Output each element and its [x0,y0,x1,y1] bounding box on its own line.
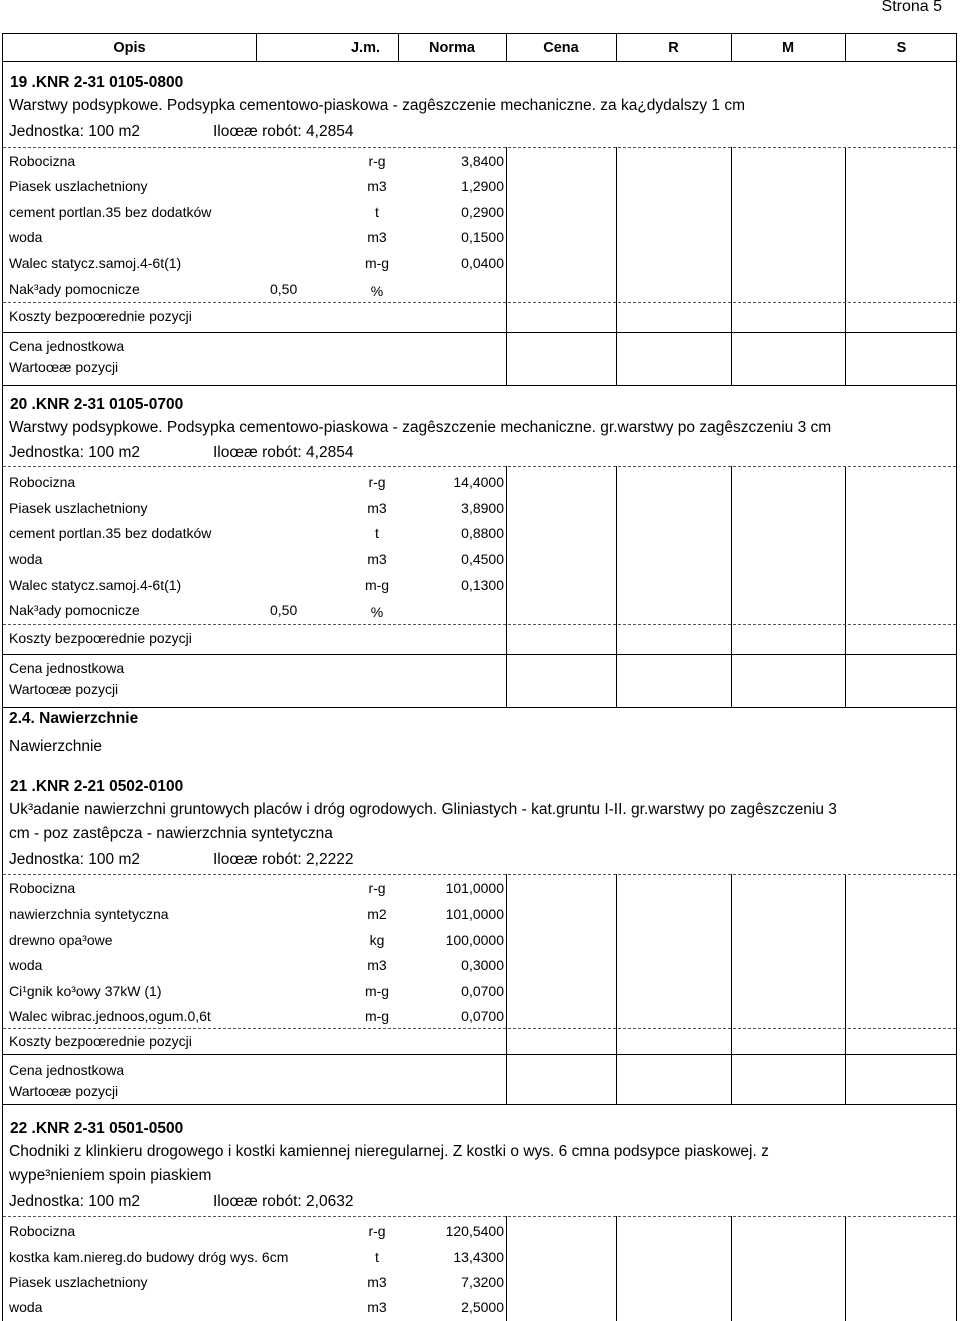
position-value-label: Wartoœæ pozycji [9,1083,119,1099]
unit-price-label: Cena jednostkowa [9,338,125,354]
resource-name: Walec statycz.samoj.4-6t(1) [9,255,182,271]
resource-name: cement portlan.35 bez dodatków [9,204,212,220]
resource-name: Robocizna [9,1223,76,1239]
resource-unit: m3 [367,500,387,516]
position-title: 20 .KNR 2-31 0105-0700 [10,396,184,413]
resource-unit: m3 [367,178,387,194]
section-number: 2.4. Nawierzchnie [9,710,139,727]
auxiliary-costs-unit: % [370,283,384,299]
resource-name: Robocizna [9,880,76,896]
resource-norm: 0,0400 [461,255,504,271]
resource-norm: 120,5400 [445,1223,504,1239]
resource-norm: 3,8400 [461,153,504,169]
page-number: Strona 5 [881,0,942,15]
resource-norm: 7,3200 [461,1274,504,1290]
auxiliary-costs-label: Nak³ady pomocnicze [9,602,140,618]
resource-norm: 2,5000 [461,1299,504,1315]
header-norma: Norma [429,40,475,56]
direct-costs-label: Koszty bezpoœrednie pozycji [9,308,192,324]
resource-unit: r-g [368,153,386,169]
position-quantity: Iloœæ robót: 4,2854 [213,123,354,140]
resource-norm: 100,0000 [445,932,504,948]
resource-unit: r-g [368,1223,386,1239]
resource-norm: 101,0000 [445,880,504,896]
resource-norm: 0,1500 [461,229,504,245]
resource-unit: m3 [367,229,387,245]
auxiliary-costs-unit: % [370,604,384,620]
resource-name: Walec wibrac.jednoos,ogum.0,6t [9,1008,211,1024]
resource-unit: t [375,204,379,220]
header-opis: Opis [113,40,146,56]
auxiliary-costs-value: 0,50 [270,281,298,297]
position-description: Warstwy podsypkowe. Podsypka cementowo-piaskowa - zagêszczenie mechaniczne. gr.warstwy po zagêszczeniu 3 cm [9,419,832,436]
resource-name: Ci¹gnik ko³owy 37kW (1) [9,983,162,999]
resource-name: nawierzchnia syntetyczna [9,906,169,922]
resource-unit: kg [369,932,385,948]
position-quantity: Iloœæ robót: 2,0632 [213,1193,354,1210]
resource-unit: t [375,1249,379,1265]
resource-norm: 14,4000 [453,474,504,490]
resource-norm: 0,3000 [461,957,504,973]
resource-norm: 0,4500 [461,551,504,567]
resource-norm: 0,0700 [461,1008,504,1024]
auxiliary-costs-value: 0,50 [270,602,298,618]
position-unit: Jednostka: 100 m2 [9,444,140,461]
position-value-label: Wartoœæ pozycji [9,681,119,697]
position-title: 21 .KNR 2-21 0502-0100 [10,778,184,795]
resource-unit: m2 [367,906,387,922]
position-quantity: Iloœæ robót: 4,2854 [213,444,354,461]
resource-name: Piasek uszlachetniony [9,500,148,516]
resource-unit: r-g [368,474,386,490]
resource-name: kostka kam.niereg.do budowy dróg wys. 6cm [9,1249,289,1265]
resource-name: woda [9,1299,43,1315]
resource-norm: 0,2900 [461,204,504,220]
resource-unit: r-g [368,880,386,896]
position-description-cont: wype³nieniem spoin piaskiem [9,1167,212,1184]
position-value-label: Wartoœæ pozycji [9,359,119,375]
header-m: M [781,40,795,56]
resource-unit: m3 [367,957,387,973]
position-description: Uk³adanie nawierzchni gruntowych placów i dróg ogrodowych. Gliniastych - kat.gruntu I-II. gr.warstwy po zagêszczeniu 3 [9,801,837,818]
resource-unit: m3 [367,1274,387,1290]
resource-norm: 13,4300 [453,1249,504,1265]
resource-name: cement portlan.35 bez dodatków [9,525,212,541]
position-unit: Jednostka: 100 m2 [9,1193,140,1210]
resource-norm: 0,1300 [461,577,504,593]
position-unit: Jednostka: 100 m2 [9,851,140,868]
unit-price-label: Cena jednostkowa [9,660,125,676]
resource-name: woda [9,551,43,567]
header-r: R [668,40,679,56]
resource-norm: 0,8800 [461,525,504,541]
resource-name: Piasek uszlachetniony [9,178,148,194]
position-title: 19 .KNR 2-31 0105-0800 [10,74,184,91]
position-title: 22 .KNR 2-31 0501-0500 [10,1120,184,1137]
position-description: Warstwy podsypkowe. Podsypka cementowo-piaskowa - zagêszczenie mechaniczne. za ka¿dydalszy 1 cm [9,97,745,114]
resource-norm: 1,2900 [461,178,504,194]
direct-costs-label: Koszty bezpoœrednie pozycji [9,630,192,646]
resource-name: Robocizna [9,474,76,490]
unit-price-label: Cena jednostkowa [9,1062,125,1078]
header-jm: J.m. [350,40,380,56]
resource-name: Robocizna [9,153,76,169]
resource-unit: m-g [364,255,390,271]
header-cena: Cena [543,40,579,56]
position-unit: Jednostka: 100 m2 [9,123,140,140]
section-name: Nawierzchnie [9,738,103,755]
resource-name: woda [9,957,43,973]
resource-norm: 3,8900 [461,500,504,516]
resource-unit: m3 [367,1299,387,1315]
resource-unit: m-g [364,983,390,999]
position-description-cont: cm - poz zastêpcza - nawierzchnia syntetyczna [9,825,333,842]
resource-name: drewno opa³owe [9,932,113,948]
resource-name: Piasek uszlachetniony [9,1274,148,1290]
resource-unit: m3 [367,551,387,567]
resource-norm: 101,0000 [445,906,504,922]
auxiliary-costs-label: Nak³ady pomocnicze [9,281,140,297]
position-quantity: Iloœæ robót: 2,2222 [213,851,354,868]
resource-name: Walec statycz.samoj.4-6t(1) [9,577,182,593]
resource-norm: 0,0700 [461,983,504,999]
resource-unit: t [375,525,379,541]
header-s: S [896,40,907,56]
table-header [2,33,957,62]
resource-unit: m-g [364,577,390,593]
resource-name: woda [9,229,43,245]
direct-costs-label: Koszty bezpoœrednie pozycji [9,1033,192,1049]
resource-unit: m-g [364,1008,390,1024]
position-description: Chodniki z klinkieru drogowego i kostki kamiennej nieregularnej. Z kostki o wys. 6 cmna podsypce piaskowej. z [9,1143,769,1160]
